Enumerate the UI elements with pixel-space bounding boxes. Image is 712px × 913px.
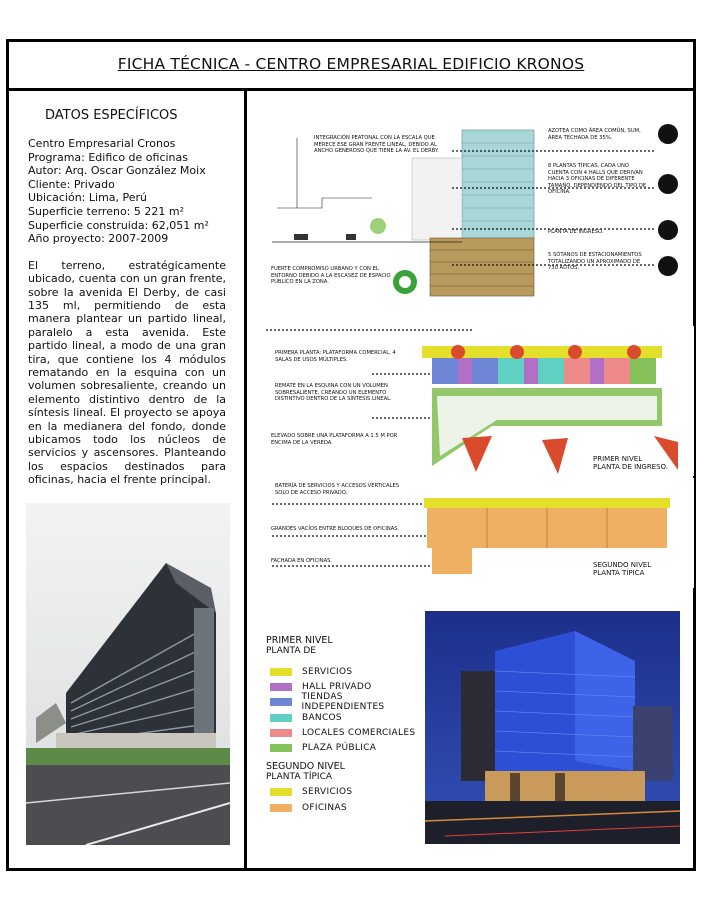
note-corner: REMATE EN LA ESQUINA CON UN VOLUMEN SOBRESALIENTE, CREANDO UN ELEMENTO DISTINTIVO DENTRO DE LA SÍNTESIS LINEAL. — [275, 383, 392, 403]
legend-label: HALL PRIVADO — [302, 681, 372, 692]
building-photo-night — [425, 611, 680, 844]
legend-item — [266, 725, 426, 740]
note-parking: 5 SÓTANOS DE ESTACIONAMIENTOS TOTALIZANDO UN APROXIMADO DE 730 AUTOS. — [548, 252, 642, 272]
second-level-caption — [593, 561, 651, 577]
first-level-subtitle: PLANTA DE INGRESO. — [593, 463, 668, 471]
legend-swatch — [270, 729, 292, 737]
legend-first-title: PRIMER NIVEL — [266, 635, 333, 646]
legend-swatch — [270, 698, 292, 706]
note-voids: GRANDES VACÍOS ENTRE BLOQUES DE OFICINAS. — [271, 526, 400, 532]
facts-list — [28, 137, 226, 246]
legend-item — [266, 800, 426, 815]
pedestrian-icon — [658, 220, 678, 240]
left-panel — [28, 108, 226, 487]
note-facade: FACHADA EN OFICINAS. — [271, 558, 333, 564]
page-title: FICHA TÉCNICA - CENTRO EMPRESARIAL EDIFICIO KRONOS — [117, 54, 585, 73]
legend-second-subtitle: PLANTA TÍPICA — [266, 771, 333, 782]
fact-location: Ubicación: Lima, Perú — [28, 191, 148, 205]
project-description: El terreno, estratégicamente ubicado, cuenta con un gran frente, sobre la avenida El Derby, de casi 135 ml, permitiendo de esta manera plantear un partido lineal, paralelo a esta avenida. Este partido lineal, a modo de una gran tira, que contiene los 4 módulos rematando en la esquina con un volumen sobresaliente, creando un elemento distintivo dentro de la síntesis lineal. El proyecto se apoya en la medianera del fondo, donde ubicamos todo los núcleos de servicios y ascensores. Planteando los espacios destinados para oficinas, hacia el frente principal. — [28, 258, 226, 487]
first-level-title: PRIMER NIVEL — [593, 455, 643, 463]
second-level-title: SEGUNDO NIVEL — [593, 561, 652, 569]
page-title-bar — [6, 39, 696, 91]
fact-land-area: Superficie terreno: 5 221 m² — [28, 204, 184, 218]
note-first-floor: PRIMERA PLANTA: PLATAFORMA COMERCIAL, 4 SALAS DE USOS MÚLTIPLES. — [275, 350, 396, 363]
legend-swatch — [270, 668, 292, 676]
legend-label: TIENDAS INDEPENDIENTES — [301, 692, 385, 713]
parking-icon — [658, 256, 678, 276]
second-level-subtitle: PLANTA TÍPICA — [593, 569, 645, 577]
note-integration: INTEGRACIÓN PEATONAL CON LA ESCALA QUE MERECE ESE GRAN FRENTE LINEAL, DEBIDO AL ANCHO GENEROSO QUE TIENE LA AV. EL DERBY. — [314, 135, 439, 155]
building-photo-day — [26, 503, 230, 845]
legend-item — [266, 785, 426, 800]
fact-built-area: Superficie construida: 62,051 m² — [28, 218, 209, 232]
column-divider — [244, 90, 247, 870]
fact-name: Centro Empresarial Cronos — [28, 137, 176, 150]
note-urban: FUERTE COMPROMISO URBANO Y CON EL ENTORNO DEBIDO A LA ESCASEZ DE ESPACIO PÚBLICO EN LA ZONA. — [271, 266, 391, 286]
legend-label: OFICINAS — [302, 802, 347, 813]
legend-swatch — [270, 804, 292, 812]
fact-author: Autor: Arq. Oscar González Moix — [28, 164, 206, 178]
note-typical: 8 PLANTAS TÍPICAS, CADA UNO CUENTA CON 4 HALLS QUE DERIVAN HACIA 3 OFICINAS DE DIFERENTE TAMAÑO, DEPENDIENDO DEL TIPO DE OFICINA. — [548, 163, 647, 196]
legend-swatch — [270, 788, 292, 796]
legend-first-subtitle: PLANTA DE — [266, 646, 316, 656]
note-platform: ELEVADO SOBRE UNA PLATAFORMA A 1.5 M POR ENCIMA DE LA VEREDA. — [271, 433, 398, 446]
fact-client: Cliente: Privado — [28, 177, 115, 191]
roof-icon — [658, 124, 678, 144]
legend-item — [266, 692, 426, 713]
fact-year: Año proyecto: 2007-2009 — [28, 232, 169, 246]
note-battery: BATERÍA DE SERVICIOS Y ACCESOS VERTICALES SOLO DE ACCESO PRIVADO. — [275, 483, 400, 496]
note-roof: AZOTEA COMO ÁREA COMÚN, SUM, ÁREA TECHADA DE 35%. — [548, 128, 641, 141]
legend-item — [266, 740, 426, 755]
section-title: DATOS ESPECÍFICOS — [45, 108, 178, 123]
legend-second-items — [266, 785, 426, 816]
fact-program: Programa: Edifico de oficinas — [28, 150, 188, 164]
note-entry: PLANTA DE INGRESO. — [548, 229, 604, 235]
legend-label: SERVICIOS — [302, 787, 353, 798]
legend-label: SERVICIOS — [302, 666, 353, 677]
office-icon — [658, 174, 678, 194]
legend-label: BANCOS — [302, 712, 342, 723]
legend-item — [266, 664, 426, 679]
legend-swatch — [270, 714, 292, 722]
color-legend — [266, 636, 426, 815]
legend-label: LOCALES COMERCIALES — [302, 727, 416, 738]
legend-first-items — [266, 664, 426, 756]
legend-swatch — [270, 683, 292, 691]
legend-label: PLAZA PÚBLICA — [302, 743, 377, 754]
first-level-caption — [593, 455, 668, 471]
legend-second-title: SEGUNDO NIVEL — [266, 760, 345, 772]
legend-swatch — [270, 744, 292, 752]
